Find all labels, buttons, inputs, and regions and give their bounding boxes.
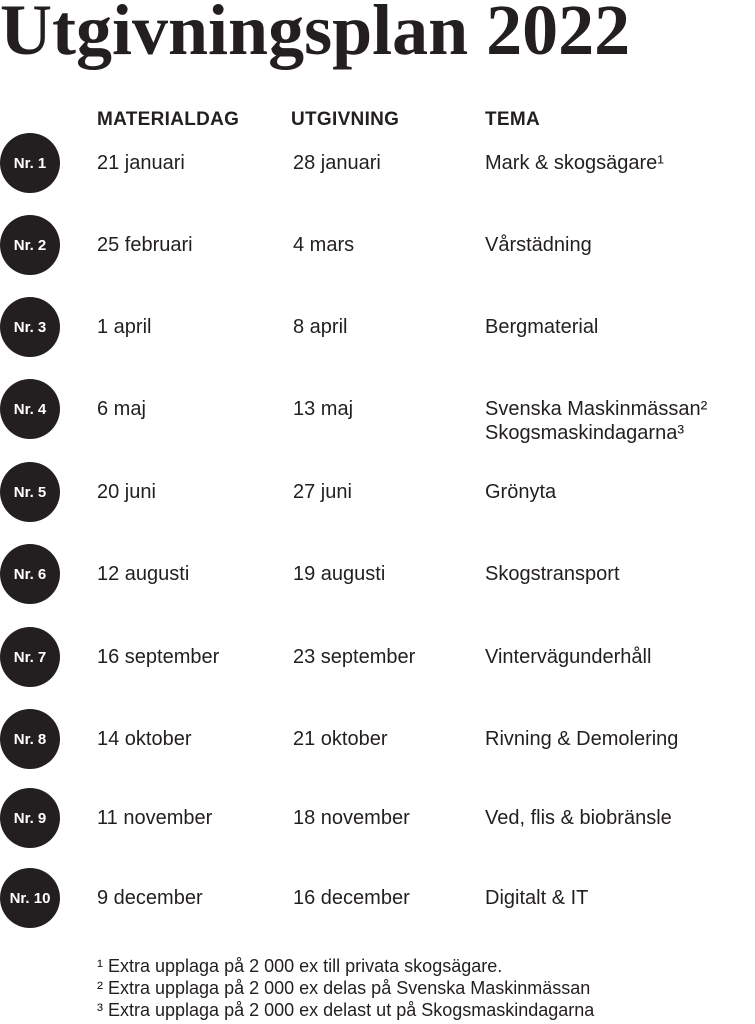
tema-line: Grönyta — [485, 481, 557, 503]
table-row — [0, 215, 755, 277]
issue-number-badge: Nr. 10 — [0, 868, 60, 928]
utgivning-cell: 28 januari — [293, 152, 381, 174]
utgivning-cell: 18 november — [293, 807, 410, 829]
table-row — [0, 788, 755, 850]
materialdag-cell: 12 augusti — [97, 563, 190, 585]
table-row — [0, 868, 755, 930]
materialdag-cell: 21 januari — [97, 152, 185, 174]
issue-number-badge: Nr. 5 — [0, 462, 60, 522]
utgivning-cell: 21 oktober — [293, 728, 388, 750]
page-title: Utgivningsplan 2022 — [0, 0, 631, 70]
tema-line: Vintervägunderhåll — [485, 646, 652, 668]
footnote: ¹ Extra upplaga på 2 000 ex till privata skogsägare. — [97, 956, 503, 976]
tema-line: Skogstransport — [485, 563, 620, 585]
tema-cell — [485, 562, 620, 586]
header-tema: TEMA — [485, 109, 541, 130]
issue-number-badge: Nr. 9 — [0, 788, 60, 848]
footnotes — [97, 955, 594, 1021]
tema-cell — [485, 645, 651, 669]
issue-number-badge: Nr. 4 — [0, 379, 60, 439]
utgivning-cell: 16 december — [293, 887, 410, 909]
footnote: ³ Extra upplaga på 2 000 ex delast ut på Skogsmaskindagarna — [97, 1000, 595, 1020]
issue-number-badge: Nr. 3 — [0, 297, 60, 357]
table-row — [0, 709, 755, 771]
tema-cell — [485, 151, 664, 175]
utgivning-cell: 23 september — [293, 646, 416, 668]
issue-number-badge: Nr. 1 — [0, 133, 60, 193]
issue-number-badge: Nr. 2 — [0, 215, 60, 275]
header-materialdag: MATERIALDAG — [97, 109, 240, 130]
tema-line: Mark & skogsägare¹ — [485, 152, 664, 174]
issue-number-badge: Nr. 8 — [0, 709, 60, 769]
tema-line: Digitalt & IT — [485, 887, 589, 909]
utgivning-cell: 19 augusti — [293, 563, 386, 585]
tema-line: Rivning & Demolering — [485, 728, 679, 750]
tema-cell — [485, 806, 672, 830]
header-utgivning: UTGIVNING — [291, 109, 400, 130]
materialdag-cell: 16 september — [97, 646, 220, 668]
issue-number-badge: Nr. 6 — [0, 544, 60, 604]
tema-line: Svenska Maskinmässan² — [485, 398, 708, 420]
tema-line: Vårstädning — [485, 234, 592, 256]
table-row — [0, 379, 755, 444]
materialdag-cell: 9 december — [97, 887, 203, 909]
tema-cell — [485, 315, 598, 339]
tema-cell — [485, 886, 588, 910]
tema-cell — [485, 233, 592, 257]
materialdag-cell: 11 november — [97, 807, 213, 829]
table-row — [0, 462, 755, 524]
materialdag-cell: 20 juni — [97, 481, 156, 503]
tema-cell — [485, 480, 556, 504]
utgivning-cell: 4 mars — [293, 234, 355, 256]
utgivning-cell: 27 juni — [293, 481, 352, 503]
utgivning-cell: 8 april — [293, 316, 348, 338]
tema-line: Bergmaterial — [485, 316, 599, 338]
table-row — [0, 544, 755, 606]
materialdag-cell: 25 februari — [97, 234, 193, 256]
materialdag-cell: 1 april — [97, 316, 152, 338]
table-row — [0, 297, 755, 359]
issue-number-badge: Nr. 7 — [0, 627, 60, 687]
table-row — [0, 627, 755, 689]
table-row — [0, 133, 755, 195]
footnote: ² Extra upplaga på 2 000 ex delas på Svenska Maskinmässan — [97, 978, 591, 998]
tema-line: Skogsmaskindagarna³ — [485, 422, 684, 444]
utgivning-cell: 13 maj — [293, 398, 354, 420]
materialdag-cell: 14 oktober — [97, 728, 192, 750]
tema-cell — [485, 727, 678, 751]
tema-cell — [485, 397, 707, 445]
materialdag-cell: 6 maj — [97, 398, 146, 420]
tema-line: Ved, flis & biobränsle — [485, 807, 672, 829]
